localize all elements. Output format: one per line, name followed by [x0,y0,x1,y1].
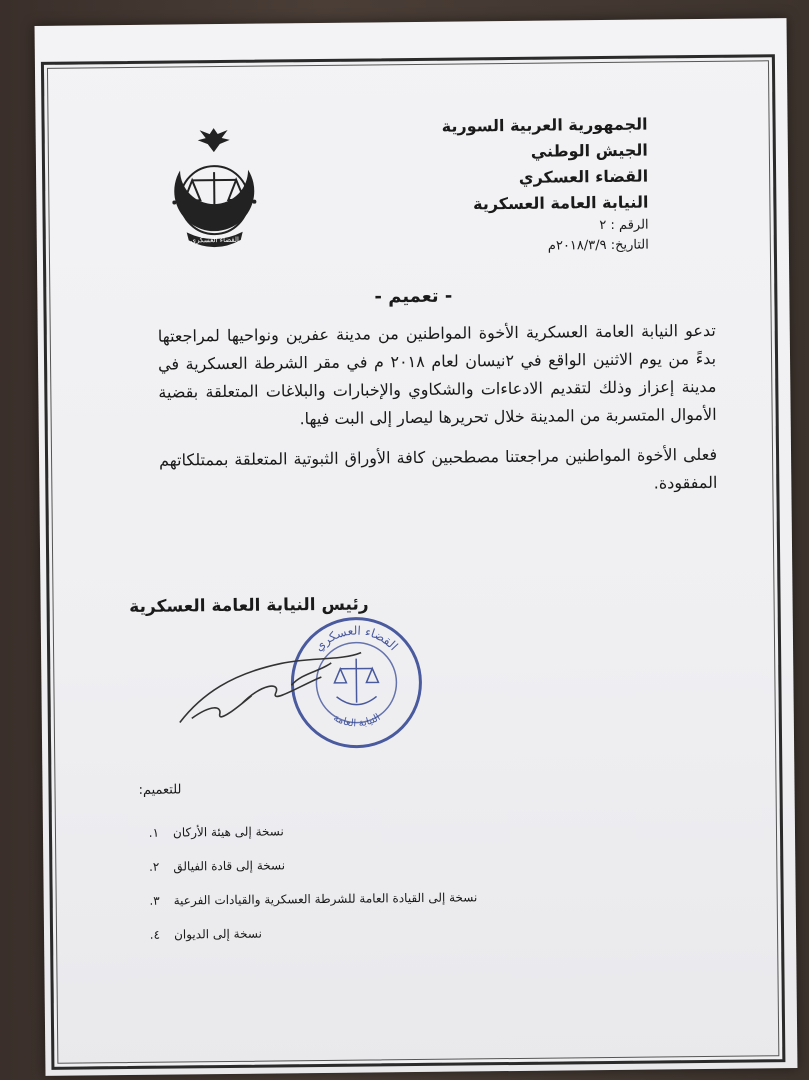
document-title: - تعميم - [374,285,453,308]
header-judiciary: القضاء العسكري [518,166,649,187]
distribution-item [139,855,559,875]
distribution-item-number: ٢. [148,859,160,874]
signatory-title: رئيس النيابة العامة العسكرية [129,594,369,618]
document-paper [35,18,798,1076]
distribution-item-number: ٤. [149,927,161,942]
distribution-item [140,889,560,909]
military-judiciary-emblem-icon [158,124,271,257]
distribution-item [140,923,560,943]
distribution-item-text: نسخة إلى قادة الفيالق [173,858,286,874]
distribution-item-text: نسخة إلى الديوان [173,926,262,942]
header-country: الجمهورية العربية السورية [441,114,648,136]
header-date: التاريخ: ٢٠١٨/٣/٩م [547,237,649,254]
stamp-top-text: القضاء العسكري [311,623,401,654]
distribution-item-number: ١. [148,825,160,840]
letterhead [442,112,649,258]
distribution-label: للتعميم: [138,782,182,798]
distribution-item-number: ٣. [149,893,160,908]
distribution-item-text: نسخة إلى هيئة الأركان [172,824,284,840]
header-number: الرقم : ٢ [599,217,649,234]
stamp-bottom-text: النيابة العامة [331,712,383,730]
distribution-list [139,821,560,961]
document-body [158,317,718,515]
distribution-item-text: نسخة إلى القيادة العامة للشرطة العسكرية والقيادات الفرعية [173,890,478,908]
header-prosecution: النيابة العامة العسكرية [472,192,649,214]
header-army: الجيش الوطني [530,140,648,161]
body-paragraph-1: تدعو النيابة العامة العسكرية الأخوة المواطنين من مدينة عفرين ونواحيها لمراجعتها بدءً من يوم الاثنين الواقع في ٢نيسان لعام ٢٠١٨ م في مقر الشرطة العسكرية في مدينة إعزاز وذلك لتقديم الادعاءات والشكاوي والإخبارات والبلاغات المتعلقة بقضية الأموال المتسربة من المدينة خلال تحريرها ليصار إلى البت فيها. [157,320,717,429]
handwritten-signature-icon [171,632,372,734]
body-paragraph-2: فعلى الأخوة المواطنين مراجعتنا مصطحبين كافة الأوراق الثبوتية المتعلقة بممتلكاتهم المفقودة. [158,444,718,493]
distribution-item [139,821,559,841]
emblem-text: القضاء العسكري [190,235,239,245]
